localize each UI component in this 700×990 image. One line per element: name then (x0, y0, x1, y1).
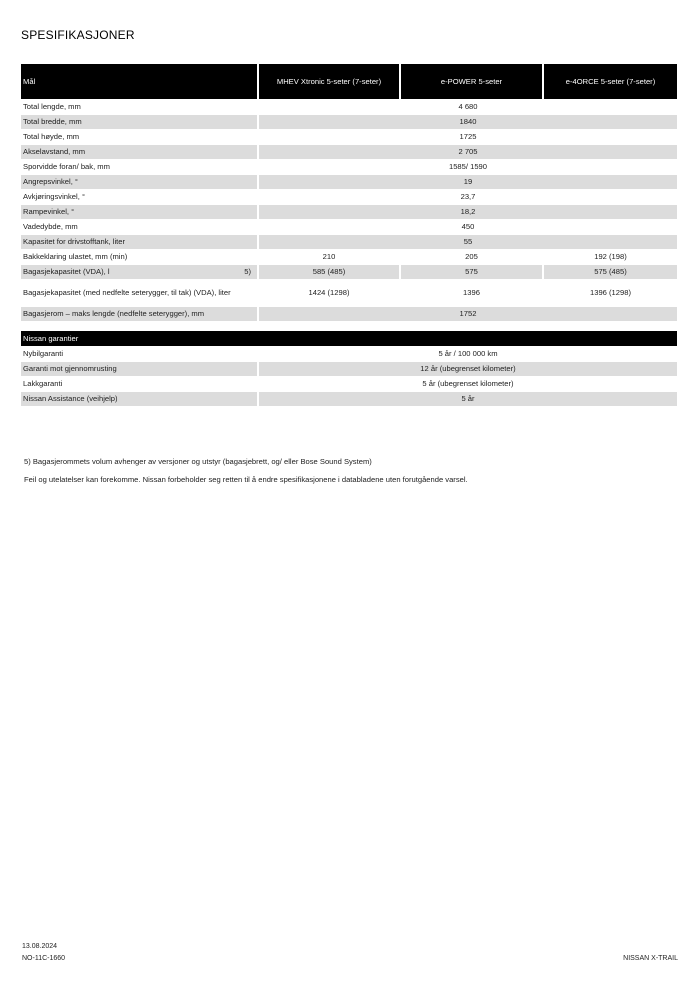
footer-brand: NISSAN X-TRAIL (623, 955, 678, 962)
row-label: Garanti mot gjennomrusting (21, 361, 258, 376)
page-title: SPESIFIKASJONER (21, 28, 135, 42)
table-row (21, 159, 677, 174)
value-mhev: 585 (485) (258, 264, 400, 279)
row-value: 23,7 (258, 189, 677, 204)
row-label: Total lengde, mm (21, 99, 258, 114)
row-label: Bagasjerom – maks lengde (nedfelte seterygger), mm (21, 306, 258, 321)
row-label: Akselavstand, mm (21, 144, 258, 159)
table-row (21, 204, 677, 219)
table-row-luggage-folded (21, 279, 677, 306)
table-header-row (21, 64, 677, 99)
row-label: Total høyde, mm (21, 129, 258, 144)
row-value: 4 680 (258, 99, 677, 114)
header-epower: e-POWER 5-seter (400, 64, 543, 99)
value-mhev: 210 (258, 249, 400, 264)
table-spacer (21, 321, 677, 330)
value-e4orce: 192 (198) (543, 249, 677, 264)
row-value: 12 år (ubegrenset kilometer) (258, 361, 677, 376)
row-label: Total bredde, mm (21, 114, 258, 129)
footer-date: 13.08.2024 (22, 943, 58, 950)
value-epower: 1396 (400, 279, 543, 306)
table-row-luggage (21, 264, 677, 279)
row-label: Bakkeklaring ulastet, mm (min) (21, 249, 258, 264)
table-row-ground-clearance (21, 249, 677, 264)
row-label: Kapasitet for drivstofftank, liter (21, 234, 258, 249)
row-value: 1585/ 1590 (258, 159, 677, 174)
row-label: Lakkgaranti (21, 376, 258, 391)
table-row (21, 219, 677, 234)
value-e4orce: 575 (485) (543, 264, 677, 279)
table-row (21, 144, 677, 159)
value-mhev: 1424 (1298) (258, 279, 400, 306)
table-row (21, 346, 677, 361)
row-label: Angrepsvinkel, ° (21, 174, 258, 189)
row-value: 5 år (258, 391, 677, 406)
value-e4orce: 1396 (1298) (543, 279, 677, 306)
table-row (21, 391, 677, 406)
table-row (21, 189, 677, 204)
value-epower: 205 (400, 249, 543, 264)
table-row (21, 99, 677, 114)
row-label: Sporvidde foran/ bak, mm (21, 159, 258, 174)
specifications-table (21, 64, 677, 407)
row-value: 5 år / 100 000 km (258, 346, 677, 361)
footnote-marker: 5) (244, 267, 251, 276)
row-value: 1752 (258, 306, 677, 321)
row-label: Bagasjekapasitet (med nedfelte seterygger, til tak) (VDA), liter (21, 279, 258, 306)
warranty-section-header (21, 330, 677, 346)
table-row (21, 376, 677, 391)
row-value: 1725 (258, 129, 677, 144)
row-label: Vadedybde, mm (21, 219, 258, 234)
table-row (21, 174, 677, 189)
row-label (21, 264, 258, 279)
footer-doc-code: NO-11C-1660 (22, 955, 66, 962)
value-epower: 575 (400, 264, 543, 279)
row-value: 1840 (258, 114, 677, 129)
row-label: Nissan Assistance (veihjelp) (21, 391, 258, 406)
table-row-luggage-length (21, 306, 677, 321)
row-value: 5 år (ubegrenset kilometer) (258, 376, 677, 391)
row-label: Avkjøringsvinkel, ° (21, 189, 258, 204)
table-row (21, 234, 677, 249)
luggage-label: Bagasjekapasitet (VDA), l (23, 267, 110, 276)
row-label: Nybilgaranti (21, 346, 258, 361)
disclaimer: Feil og utelatelser kan forekomme. Nissan forbeholder seg retten til å endre spesifikasjonene i databladene uten forutgående varsel. (24, 475, 468, 484)
header-e4orce: e-4ORCE 5-seter (7-seter) (543, 64, 677, 99)
table-row (21, 129, 677, 144)
row-value: 19 (258, 174, 677, 189)
warranty-title: Nissan garantier (21, 330, 677, 346)
row-value: 18,2 (258, 204, 677, 219)
row-value: 2 705 (258, 144, 677, 159)
table-row (21, 114, 677, 129)
row-value: 55 (258, 234, 677, 249)
header-mhev: MHEV Xtronic 5-seter (7-seter) (258, 64, 400, 99)
footnote: 5) Bagasjerommets volum avhenger av versjoner og utstyr (bagasjebrett, og/ eller Bose Sound System) (24, 457, 372, 466)
table-row (21, 361, 677, 376)
header-label: Mål (21, 64, 258, 99)
row-label: Rampevinkel, ° (21, 204, 258, 219)
row-value: 450 (258, 219, 677, 234)
